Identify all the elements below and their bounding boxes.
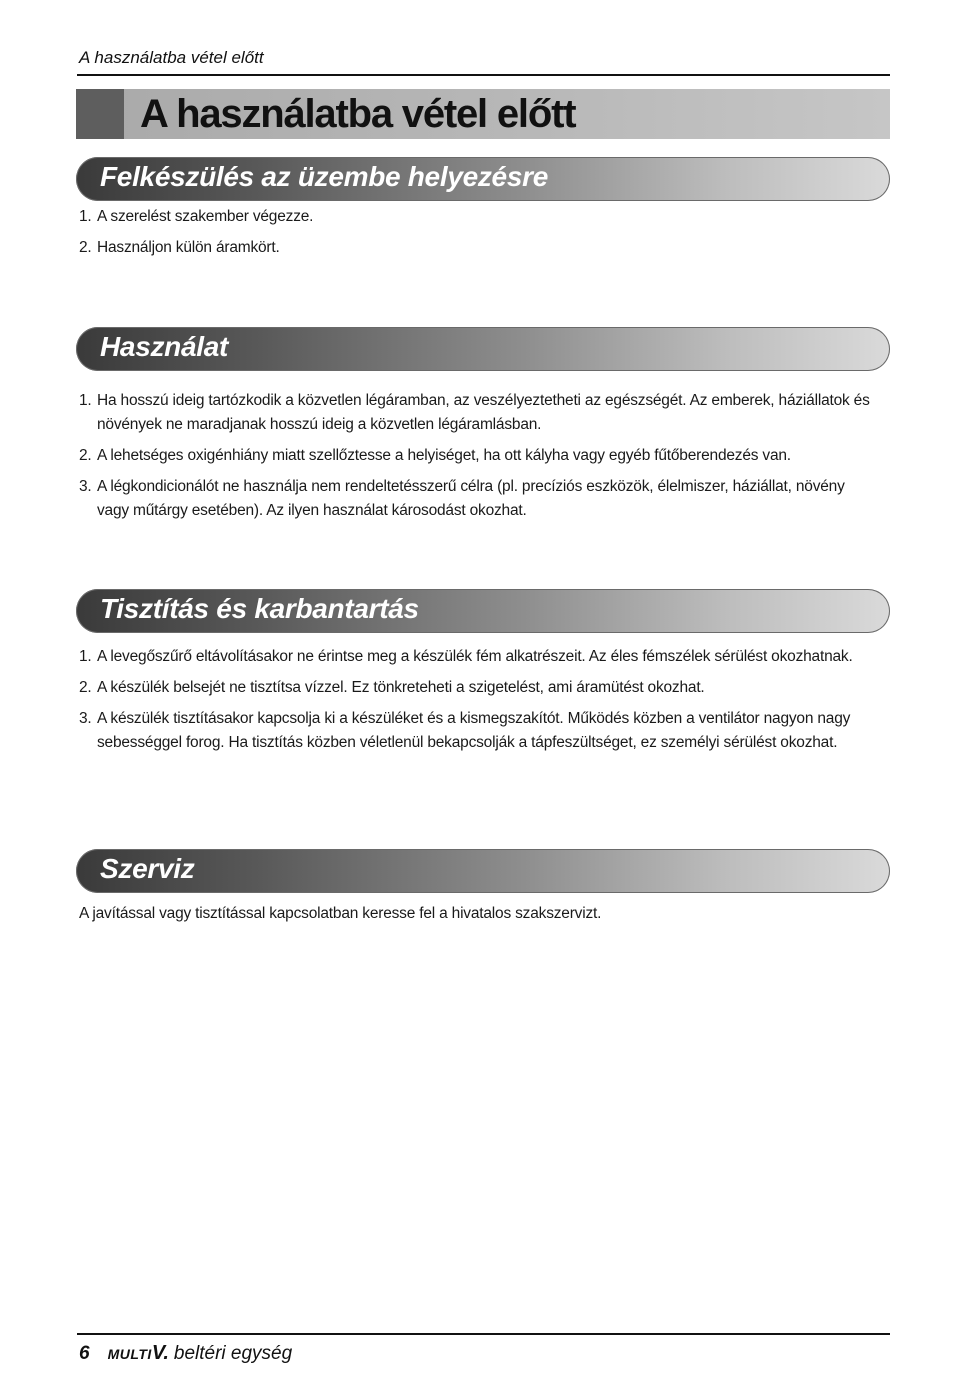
section-heading-text: Szerviz — [100, 853, 195, 884]
list-text: A levegőszűrő eltávolításakor ne érintse meg a készülék fém alkatrészeit. Az éles fémszélek sérülést okozhatnak. — [97, 648, 853, 665]
cleaning-list — [79, 645, 879, 762]
section-heading-text: Felkészülés az üzembe helyezésre — [100, 161, 548, 192]
list-number: 2. — [79, 239, 92, 256]
list-item — [79, 645, 879, 669]
title-bar — [76, 89, 890, 139]
footer-rule — [77, 1333, 890, 1335]
section-heading-cleaning — [76, 589, 890, 633]
list-number: 1. — [79, 208, 92, 225]
running-head: A használatba vétel előtt — [79, 48, 264, 67]
list-item — [79, 676, 879, 700]
section-heading-text: Tisztítás és karbantartás — [100, 593, 419, 624]
section-heading-usage — [76, 327, 890, 371]
footer — [79, 1342, 292, 1365]
section-heading-text: Használat — [100, 331, 229, 362]
logo-text: MULTI — [107, 1346, 152, 1362]
usage-list — [79, 389, 879, 530]
list-number: 1. — [79, 392, 92, 409]
section-heading-preparation — [76, 157, 890, 201]
list-item — [79, 205, 879, 229]
footer-unit-text: beltéri egység — [173, 1343, 293, 1364]
multi-v-logo — [108, 1342, 174, 1365]
list-text: A légkondicionálót ne használja nem rendeltetésszerű célra (pl. precíziós eszközök, élelmiszer, háziállat, növény vagy műtárgy esetében). Az ilyen használat károsodást okozhat. — [97, 478, 845, 519]
list-number: 1. — [79, 648, 92, 665]
service-text: A javítással vagy tisztítással kapcsolatban keresse fel a hivatalos szakszervizt. — [79, 905, 602, 922]
logo-v: V. — [151, 1342, 169, 1364]
page-number: 6 — [79, 1343, 90, 1364]
preparation-list — [79, 205, 879, 267]
list-text: A készülék belsejét ne tisztítsa vízzel. Ez tönkreteheti a szigetelést, ami áramütést okozhat. — [97, 679, 705, 696]
list-text: Használjon külön áramkört. — [97, 239, 280, 256]
list-text: A szerelést szakember végezze. — [97, 208, 314, 225]
list-number: 3. — [79, 478, 92, 495]
list-number: 2. — [79, 679, 92, 696]
section-heading-service — [76, 849, 890, 893]
list-item — [79, 236, 879, 260]
list-item — [79, 444, 879, 468]
list-item — [79, 389, 879, 437]
title-block — [76, 89, 124, 139]
list-text: Ha hosszú ideig tartózkodik a közvetlen légáramban, az veszélyeztetheti az egészségét. Az emberek, háziállatok és növények ne maradjanak hosszú ideig a közvetlen légáramlásban. — [97, 392, 870, 433]
list-text: A lehetséges oxigénhiány miatt szellőztesse a helyiséget, ha ott kályha vagy egyéb fűtőberendezés van. — [97, 447, 791, 464]
list-number: 3. — [79, 710, 92, 727]
header-rule — [77, 74, 890, 76]
list-item — [79, 475, 879, 523]
list-item — [79, 707, 879, 755]
list-text: A készülék tisztításakor kapcsolja ki a készüléket és a kismegszakítót. Működés közben a ventilátor nagyon nagy sebességgel forog. Ha tisztítás közben véletlenül bekapcsolják a tápfeszültséget, ez személyi sérülést okozhat. — [97, 710, 851, 751]
list-number: 2. — [79, 447, 92, 464]
page-title: A használatba vétel előtt — [140, 92, 576, 136]
